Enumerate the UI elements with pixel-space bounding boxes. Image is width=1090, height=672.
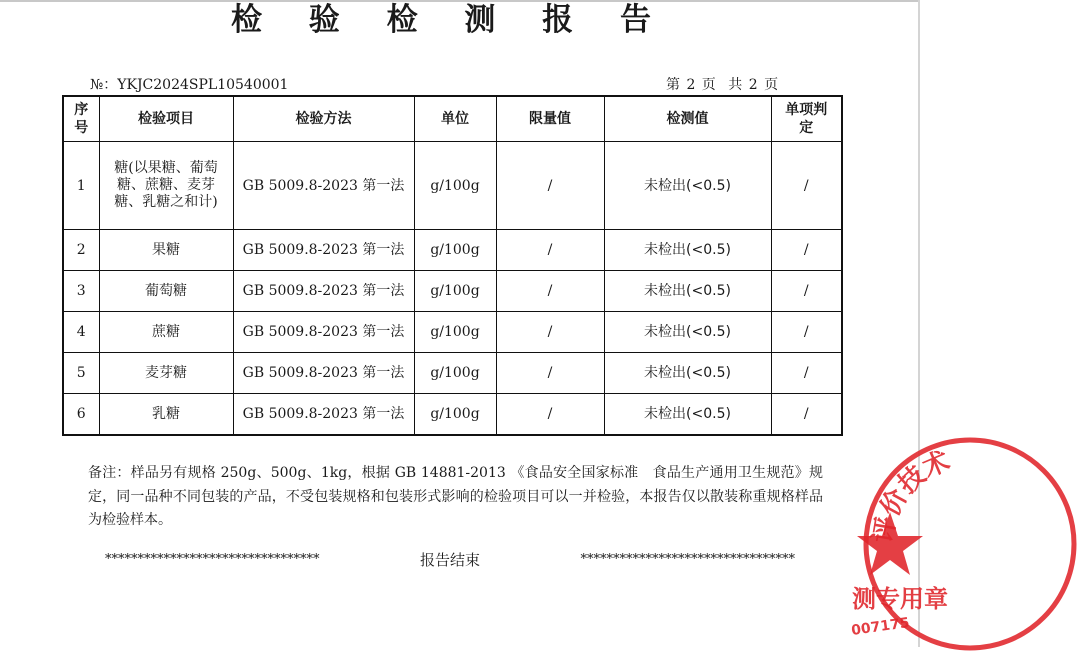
cell-result: 未检出(<0.5) — [604, 271, 771, 312]
page-current: 第 2 页 — [666, 77, 717, 93]
cell-method: GB 5009.8-2023 第一法 — [233, 271, 414, 312]
cell-judgement: / — [771, 312, 842, 353]
cell-judgement: / — [771, 230, 842, 271]
cell-method: GB 5009.8-2023 第一法 — [233, 394, 414, 436]
table-row — [63, 230, 842, 271]
cell-limit: / — [496, 271, 604, 312]
report-number: №：YKJC2024SPL10540001 — [90, 77, 289, 93]
cell-no: 6 — [63, 394, 99, 436]
inspection-table — [62, 95, 843, 436]
cell-item: 麦芽糖 — [99, 353, 233, 394]
table-row — [63, 271, 842, 312]
cell-no: 4 — [63, 312, 99, 353]
cell-limit: / — [496, 312, 604, 353]
table-row — [63, 312, 842, 353]
cell-result: 未检出(<0.5) — [604, 312, 771, 353]
cell-judgement: / — [771, 353, 842, 394]
cell-no: 2 — [63, 230, 99, 271]
cell-unit: g/100g — [414, 394, 496, 436]
seal-stamp-icon — [850, 432, 1090, 672]
table-row — [63, 142, 842, 230]
cell-method: GB 5009.8-2023 第一法 — [233, 353, 414, 394]
cell-result: 未检出(<0.5) — [604, 394, 771, 436]
seal-bottom-text: 测专用章 — [852, 585, 948, 613]
cell-result: 未检出(<0.5) — [604, 353, 771, 394]
cell-unit: g/100g — [414, 271, 496, 312]
page-total: 共 2 页 — [728, 77, 780, 93]
cell-unit: g/100g — [414, 312, 496, 353]
cell-unit: g/100g — [414, 142, 496, 230]
cell-limit: / — [496, 142, 604, 230]
remarks-note: 备注：样品另有规格 250g、500g、1kg，根据 GB 14881-2013 《食品安全国家标准 食品生产通用卫生规范》规定，同一品种不同包装的产品，不受包装规格和包装形式影响的检验项目可以一并检验，本报告仅以散装称重规格样品为检验样本。 — [88, 465, 823, 528]
cell-limit: / — [496, 230, 604, 271]
cell-item: 蔗糖 — [99, 312, 233, 353]
header-unit: 单位 — [414, 96, 496, 142]
cell-item: 葡萄糖 — [99, 271, 233, 312]
cell-limit: / — [496, 353, 604, 394]
cell-judgement: / — [771, 271, 842, 312]
cell-unit: g/100g — [414, 353, 496, 394]
cell-item: 糖(以果糖、葡萄糖、蔗糖、麦芽糖、乳糖之和计) — [99, 142, 233, 230]
cell-no: 5 — [63, 353, 99, 394]
cell-limit: / — [496, 394, 604, 436]
seal-number: 007175 — [850, 614, 911, 639]
end-text: 报告结束 — [419, 551, 480, 569]
cell-judgement: / — [771, 142, 842, 230]
cell-result: 未检出(<0.5) — [604, 142, 771, 230]
header-method: 检验方法 — [233, 96, 414, 142]
cell-method: GB 5009.8-2023 第一法 — [233, 142, 414, 230]
table-header-row — [63, 96, 842, 142]
table-row — [63, 394, 842, 436]
report-end-marker — [105, 551, 795, 569]
report-title: 检 验 检 测 报 告 — [231, 2, 669, 38]
header-no: 序号 — [63, 96, 99, 142]
cell-method: GB 5009.8-2023 第一法 — [233, 230, 414, 271]
cell-unit: g/100g — [414, 230, 496, 271]
cell-judgement: / — [771, 394, 842, 436]
table-row — [63, 353, 842, 394]
header-result: 检测值 — [604, 96, 771, 142]
page-indicator — [666, 76, 785, 94]
official-seal — [850, 440, 955, 647]
end-stars-left: ********************************* — [105, 552, 320, 567]
seal-top-text: 评价技术 — [868, 445, 955, 546]
cell-no: 3 — [63, 271, 99, 312]
header-judgement: 单项判定 — [771, 96, 842, 142]
cell-result: 未检出(<0.5) — [604, 230, 771, 271]
cell-no: 1 — [63, 142, 99, 230]
cell-method: GB 5009.8-2023 第一法 — [233, 312, 414, 353]
end-stars-right: ********************************* — [580, 552, 795, 567]
header-limit: 限量值 — [496, 96, 604, 142]
header-item: 检验项目 — [99, 96, 233, 142]
cell-item: 果糖 — [99, 230, 233, 271]
cell-item: 乳糖 — [99, 394, 233, 436]
